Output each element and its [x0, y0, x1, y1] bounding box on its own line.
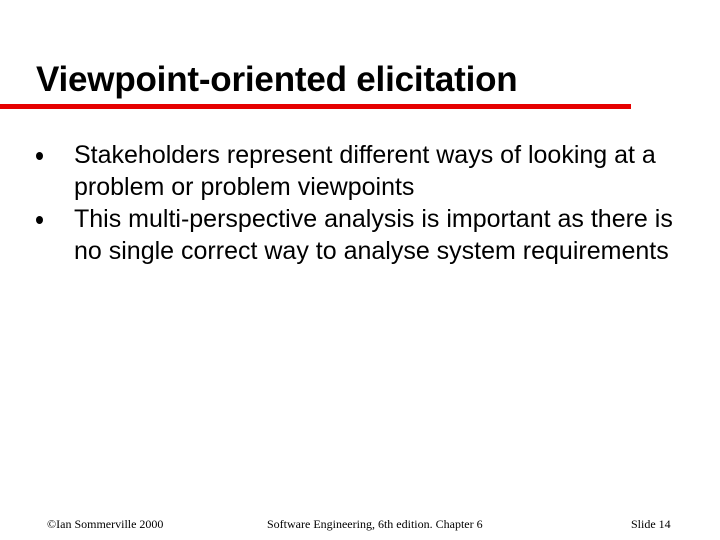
title-underline [0, 104, 631, 109]
round-bullet-icon [36, 152, 43, 160]
slide-title: Viewpoint-oriented elicitation [36, 60, 518, 99]
footer-book-title: Software Engineering, 6th edition. Chapter 6 [267, 517, 483, 531]
footer-slide-number: Slide 14 [631, 517, 671, 531]
bullet-item [0, 139, 720, 203]
bullet-item [0, 203, 720, 299]
bullet-text: Stakeholders represent different ways of looking at a problem or problem viewpoints [74, 141, 656, 201]
round-bullet-icon [36, 216, 43, 224]
footer-copyright: ©Ian Sommerville 2000 [47, 517, 164, 531]
bullet-text: This multi-perspective analysis is important as there is no single correct way to analyse system requirements [74, 205, 673, 265]
